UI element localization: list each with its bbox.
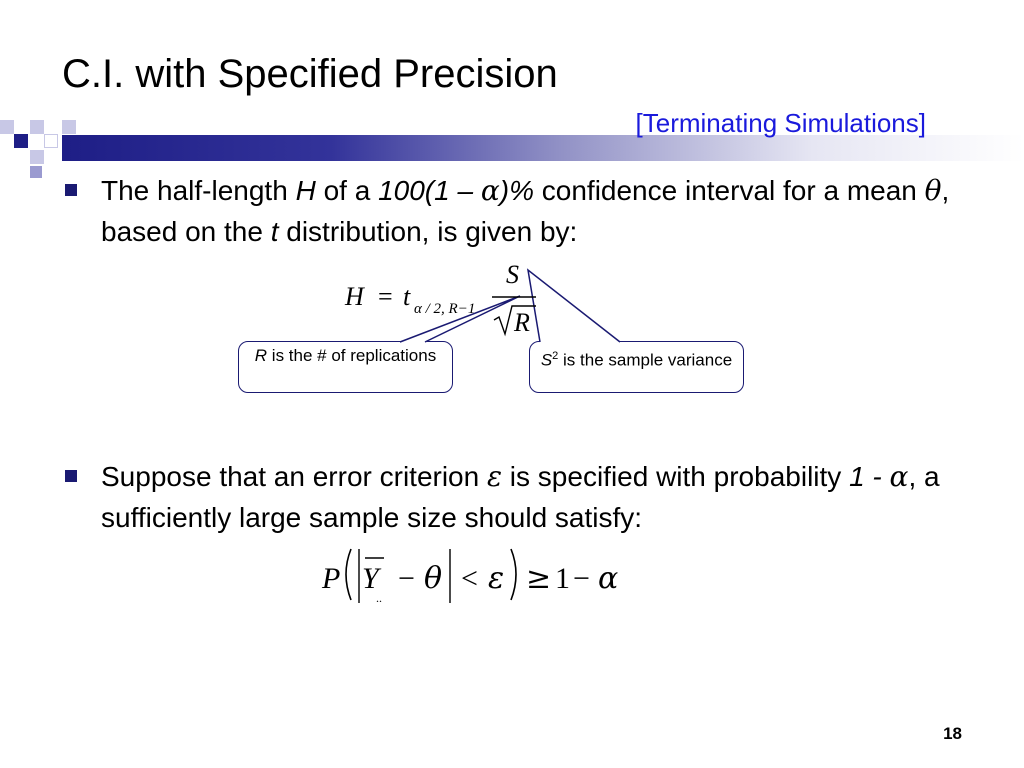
formula2-p: P (322, 562, 341, 595)
formula2-left-paren (346, 549, 351, 600)
callout-replications: R is the # of replications (238, 341, 453, 393)
callout-pointer-s (528, 270, 620, 342)
formula2-dots: .. (376, 591, 382, 605)
slide-subtitle: [Terminating Simulations] (635, 108, 926, 138)
formula-sample-size (321, 549, 618, 605)
formula1-equals: = (378, 282, 393, 311)
formula1-subscript: α / 2, R−1 (414, 301, 476, 317)
formula1-radicand: R (514, 308, 530, 337)
formula1-numerator: S (506, 260, 519, 289)
formula2-right-paren (511, 549, 516, 600)
bullet-text: Suppose that an error criterion ε is specified with probability 1 - α, a sufficiently large sample size should satisfy: (101, 460, 940, 533)
page-number: 18 (943, 724, 962, 743)
formula1-lhs: H (345, 282, 364, 311)
formula2-minus2: − (573, 562, 590, 595)
formula-half-length (344, 260, 536, 337)
formula1-t: t (403, 282, 411, 311)
bullet-text: The half-length H of a 100(1 – α)% confidence interval for a mean θ, based on the t distribution, is given by: (101, 174, 950, 247)
formula2-one: 1 (555, 562, 570, 595)
formula2-minus: − (398, 562, 415, 595)
formula2-alpha: α (598, 561, 619, 596)
formula2-lt: < (461, 562, 478, 595)
callout-sample-variance: $S^2$ is the sample variance (529, 341, 744, 393)
formula2-ybar: Y (362, 562, 379, 595)
formula2-eps: ε (488, 561, 505, 596)
formula2-theta: θ (424, 561, 443, 596)
formula2-geq: ≥ (526, 561, 552, 596)
slide-title: C.I. with Specified Precision (62, 52, 558, 96)
